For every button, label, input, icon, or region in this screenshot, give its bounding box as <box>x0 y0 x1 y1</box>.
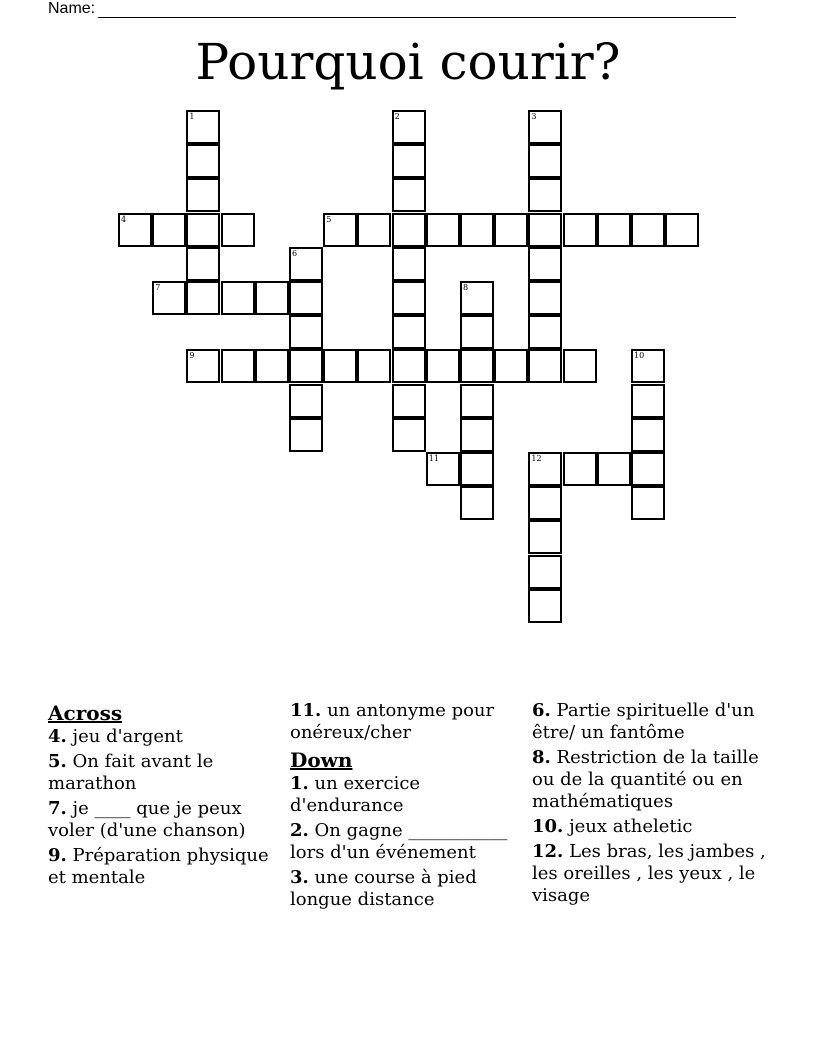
crossword-cell[interactable] <box>289 418 323 452</box>
crossword-cell[interactable] <box>118 213 152 247</box>
crossword-cell[interactable] <box>528 555 562 589</box>
crossword-cell[interactable] <box>460 281 494 315</box>
crossword-cell[interactable] <box>494 349 528 383</box>
cell-number: 5 <box>326 214 332 224</box>
clues-column-1 <box>48 700 284 892</box>
crossword-cell[interactable] <box>563 213 597 247</box>
crossword-cell[interactable] <box>528 247 562 281</box>
crossword-cell[interactable] <box>289 247 323 281</box>
crossword-cell[interactable] <box>152 213 186 247</box>
crossword-cell[interactable] <box>528 281 562 315</box>
cell-number: 7 <box>155 283 161 292</box>
crossword-cell[interactable] <box>152 281 186 315</box>
crossword-cell[interactable] <box>186 178 220 212</box>
clue-text: Restriction de la taille ou de la quantité ou en mathématiques <box>532 747 759 812</box>
cell-number: 10 <box>634 351 645 361</box>
clue-across-4 <box>48 726 284 748</box>
crossword-cell[interactable] <box>255 349 289 383</box>
crossword-cell[interactable] <box>528 520 562 554</box>
crossword-cell[interactable] <box>528 349 562 383</box>
cell-number: 6 <box>292 248 298 258</box>
crossword-cell[interactable] <box>221 281 255 315</box>
clue-down-3 <box>290 867 526 911</box>
crossword-cell[interactable] <box>460 315 494 349</box>
crossword-cell[interactable] <box>392 110 426 144</box>
clue-number: 1. <box>290 773 309 794</box>
crossword-cell[interactable] <box>221 349 255 383</box>
clue-number: 2. <box>290 820 309 841</box>
crossword-cell[interactable] <box>597 213 631 247</box>
crossword-cell[interactable] <box>357 213 391 247</box>
crossword-cell[interactable] <box>563 349 597 383</box>
crossword-cell[interactable] <box>528 213 562 247</box>
clue-number: 6. <box>532 700 551 721</box>
clue-number: 9. <box>48 845 67 866</box>
crossword-cell[interactable] <box>426 452 460 486</box>
crossword-cell[interactable] <box>392 281 426 315</box>
crossword-cell[interactable] <box>392 144 426 178</box>
cell-number: 2 <box>394 112 400 121</box>
clue-text: On gagne ___________ lors d'un événement <box>290 820 508 863</box>
crossword-cell[interactable] <box>186 247 220 281</box>
cell-number: 4 <box>121 214 127 224</box>
clue-text: Préparation physique et mentale <box>48 845 269 888</box>
clue-across-7 <box>48 798 284 842</box>
down-heading: Down <box>290 748 353 772</box>
crossword-cell[interactable] <box>528 315 562 349</box>
cell-number: 9 <box>189 351 195 361</box>
clue-down-6 <box>532 700 768 744</box>
clue-number: 12. <box>532 841 564 862</box>
clue-down-2 <box>290 820 526 864</box>
crossword-cell[interactable] <box>563 452 597 486</box>
clue-number: 10. <box>532 816 564 837</box>
clue-number: 7. <box>48 798 67 819</box>
crossword-cell[interactable] <box>460 349 494 383</box>
clue-number: 11. <box>290 700 322 721</box>
crossword-cell[interactable] <box>631 452 665 486</box>
crossword-cell[interactable] <box>528 178 562 212</box>
crossword-cell[interactable] <box>597 452 631 486</box>
crossword-cell[interactable] <box>289 315 323 349</box>
crossword-cell[interactable] <box>665 213 699 247</box>
crossword-cell[interactable] <box>426 213 460 247</box>
crossword-cell[interactable] <box>631 486 665 520</box>
crossword-cell[interactable] <box>186 281 220 315</box>
crossword-cell[interactable] <box>289 349 323 383</box>
crossword-cell[interactable] <box>289 281 323 315</box>
crossword-cell[interactable] <box>460 486 494 520</box>
name-label: Name: <box>48 0 96 17</box>
cell-number: 11 <box>428 454 439 463</box>
clues-column-2 <box>290 700 526 914</box>
puzzle-title: Pourquoi courir? <box>195 33 621 91</box>
crossword-cell[interactable] <box>631 418 665 452</box>
crossword-cell[interactable] <box>392 178 426 212</box>
crossword-cell[interactable] <box>392 349 426 383</box>
crossword-cell[interactable] <box>323 213 357 247</box>
crossword-cell[interactable] <box>460 418 494 452</box>
clue-text: je ____ que je peux voler (d'une chanson) <box>48 798 246 841</box>
crossword-cell[interactable] <box>528 110 562 144</box>
crossword-cell[interactable] <box>186 213 220 247</box>
crossword-cell[interactable] <box>186 110 220 144</box>
cell-number: 12 <box>531 454 542 463</box>
crossword-cell[interactable] <box>392 418 426 452</box>
clue-text: jeux atheletic <box>569 816 693 837</box>
crossword-cell[interactable] <box>460 384 494 418</box>
clue-across-9 <box>48 845 284 889</box>
clue-number: 8. <box>532 747 551 768</box>
clue-text: un antonyme pour onéreux/cher <box>290 700 495 743</box>
cell-number: 8 <box>463 283 469 292</box>
crossword-cell[interactable] <box>631 213 665 247</box>
crossword-cell[interactable] <box>392 247 426 281</box>
clue-text: Partie spirituelle d'un être/ un fantôme <box>532 700 755 743</box>
crossword-cell[interactable] <box>460 452 494 486</box>
crossword-cell[interactable] <box>186 349 220 383</box>
crossword-cell[interactable] <box>528 144 562 178</box>
clue-text: On fait avant le marathon <box>48 751 214 794</box>
clue-text: Les bras, les jambes , les oreilles , les yeux , le visage <box>532 841 766 906</box>
clue-down-1 <box>290 773 526 817</box>
crossword-cell[interactable] <box>528 452 562 486</box>
clue-down-10 <box>532 816 768 838</box>
crossword-cell[interactable] <box>392 315 426 349</box>
across-heading: Across <box>48 701 123 725</box>
crossword-cell[interactable] <box>255 281 289 315</box>
cell-number: 3 <box>531 112 537 121</box>
crossword-cell[interactable] <box>528 589 562 623</box>
clue-across-11 <box>290 700 526 744</box>
clue-across-5 <box>48 751 284 795</box>
crossword-cell[interactable] <box>221 213 255 247</box>
clue-number: 3. <box>290 867 309 888</box>
crossword-cell[interactable] <box>186 144 220 178</box>
clue-text: jeu d'argent <box>72 726 183 747</box>
crossword-cell[interactable] <box>494 213 528 247</box>
clue-text: une course à pied longue distance <box>290 867 477 910</box>
crossword-cell[interactable] <box>357 349 391 383</box>
clues-column-3 <box>532 700 768 910</box>
crossword-cell[interactable] <box>460 213 494 247</box>
crossword-cell[interactable] <box>528 486 562 520</box>
crossword-cell[interactable] <box>392 213 426 247</box>
clue-text: un exercice d'endurance <box>290 773 421 816</box>
clue-down-12 <box>532 841 768 907</box>
cell-number: 1 <box>189 112 195 121</box>
crossword-cell[interactable] <box>323 349 357 383</box>
crossword-cell[interactable] <box>426 349 460 383</box>
crossword-cell[interactable] <box>631 349 665 383</box>
clue-number: 5. <box>48 751 67 772</box>
clue-number: 4. <box>48 726 67 747</box>
clue-down-8 <box>532 747 768 813</box>
crossword-cell[interactable] <box>631 384 665 418</box>
crossword-cell[interactable] <box>392 384 426 418</box>
crossword-cell[interactable] <box>289 384 323 418</box>
